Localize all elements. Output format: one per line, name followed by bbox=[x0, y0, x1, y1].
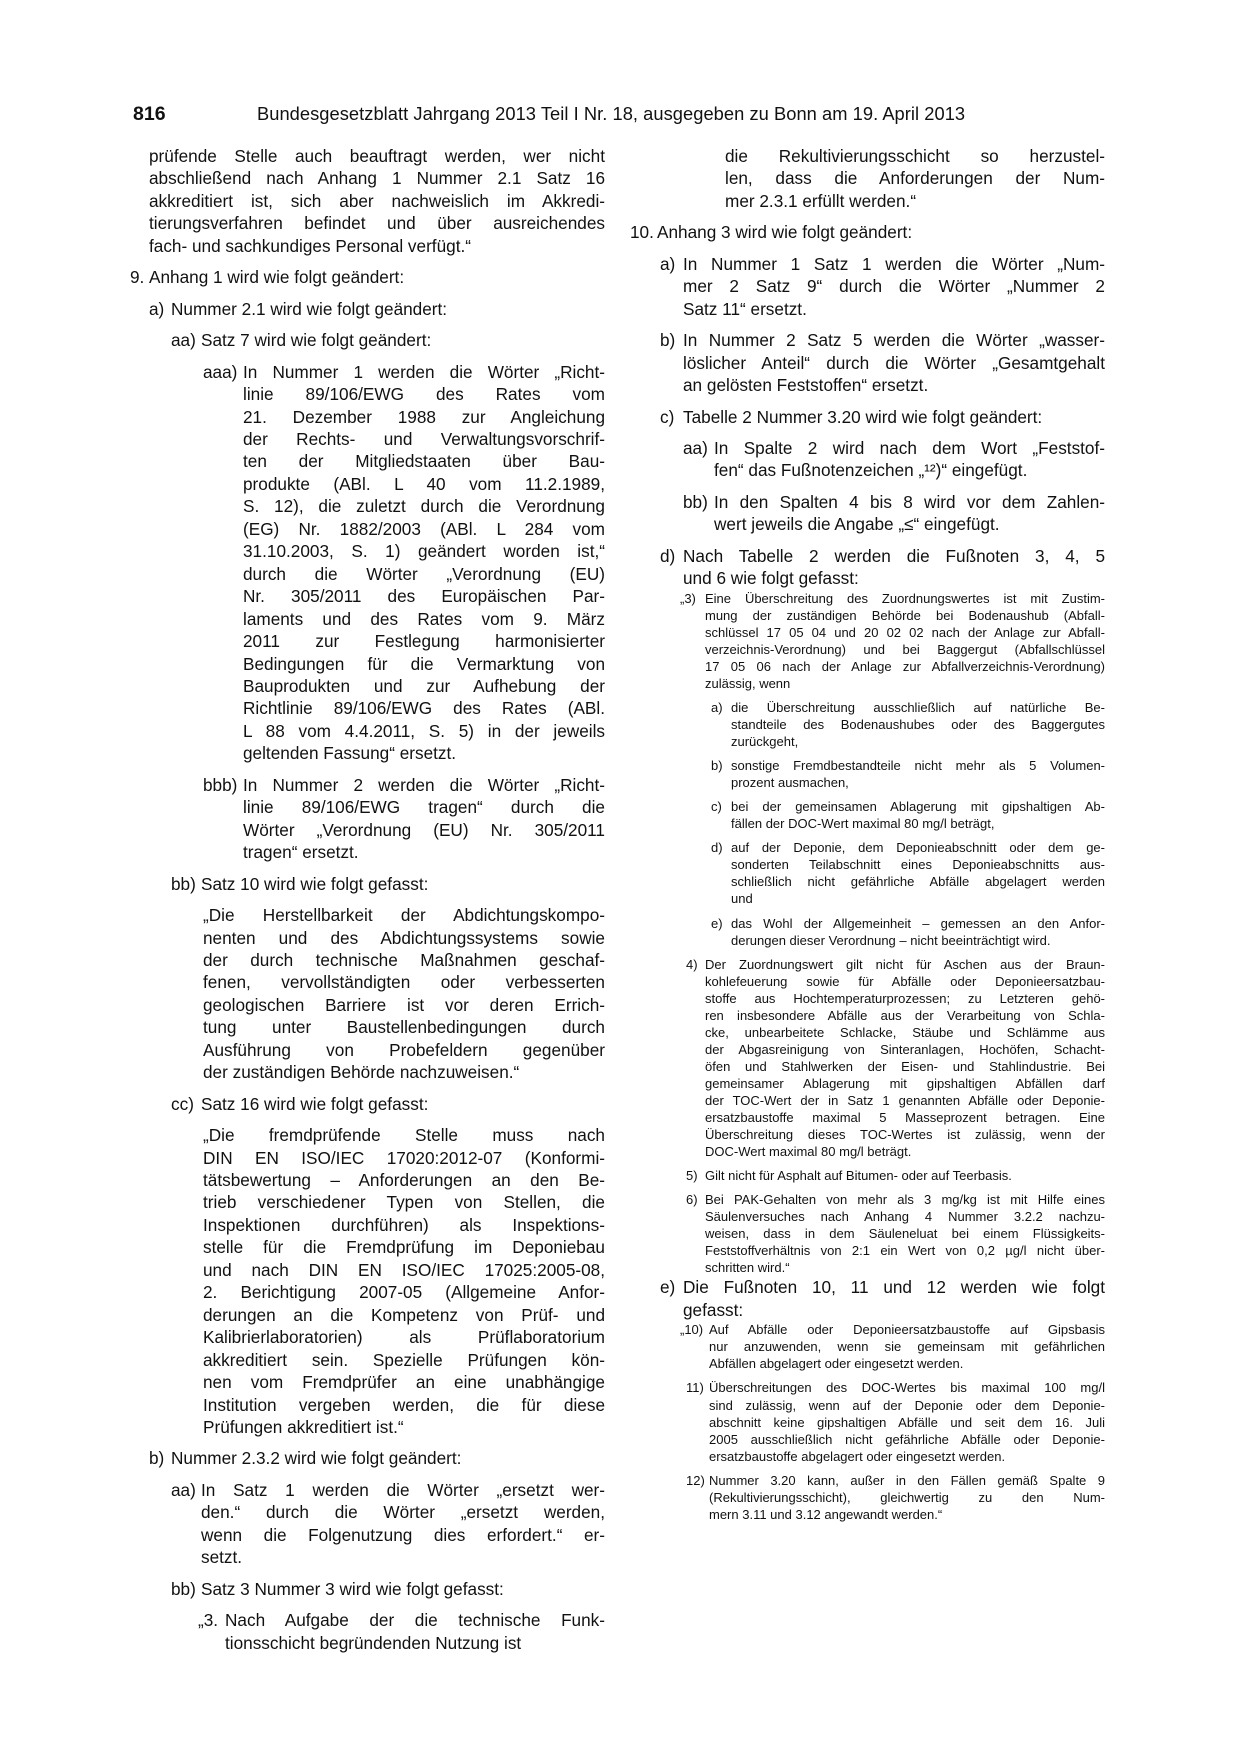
text-line: 2005 ausschließlich nicht gefährliche Abfälle oder Deponie- bbox=[709, 1431, 1105, 1447]
item-9-a-bb bbox=[133, 873, 605, 895]
text-line: (EG) Nr. 1882/2003 (ABl. L 284 vom bbox=[243, 518, 605, 539]
text-line: Der Zuordnungswert gilt nicht für Aschen aus der Braun- bbox=[705, 956, 1105, 972]
quote-satz-10 bbox=[133, 904, 605, 1084]
item-9-a-cc bbox=[133, 1093, 605, 1115]
item-9-a-text bbox=[171, 298, 605, 320]
text-line: Gilt nicht für Asphalt auf Bitumen- oder auf Teerbasis. bbox=[705, 1168, 1012, 1184]
text-line: DOC-Wert maximal 80 mg/l beträgt. bbox=[705, 1144, 912, 1160]
text-line: öfen und Stahlwerken der Eisen- und Stahlindustrie. Bei bbox=[705, 1058, 1105, 1074]
continuation-nummer-3-text bbox=[725, 145, 1105, 212]
footnote-5-label: 5) bbox=[686, 1168, 698, 1184]
footnote-6-text bbox=[705, 1191, 1105, 1276]
page-header bbox=[133, 101, 1108, 127]
text-line: zulässig, wenn bbox=[705, 675, 791, 691]
text-line: weisen, dass in dem Säuleneluat bei einem Flüssigkeits- bbox=[705, 1226, 1105, 1242]
text-line: stelle für die Fremdprüfung im Deponiebau bbox=[203, 1237, 605, 1258]
text-line: und bbox=[731, 891, 753, 907]
item-9-a-aa-aaa-label: aaa) bbox=[203, 361, 238, 382]
text-line: schritten wird.“ bbox=[705, 1260, 790, 1276]
text-line: len, dass die Anforderungen der Num- bbox=[725, 168, 1105, 189]
footnote-3-d bbox=[630, 839, 1105, 907]
item-9-a-aa bbox=[133, 329, 605, 351]
text-line: In Nummer 2 werden die Wörter „Richt- bbox=[243, 774, 605, 795]
text-line: Bedingungen für die Vermarktung von bbox=[243, 653, 605, 674]
intro-paragraph bbox=[133, 145, 605, 257]
item-9-b-aa-text bbox=[201, 1479, 605, 1569]
text-line: Eine Überschreitung des Zuordnungswertes ist mit Zustim- bbox=[705, 590, 1105, 606]
quote-nummer-3-text bbox=[225, 1609, 605, 1654]
item-10-text bbox=[657, 221, 1105, 243]
item-9-b bbox=[133, 1447, 605, 1469]
text-line: mung der zuständigen Behörde bei Bodenaushub (Abfall- bbox=[705, 607, 1105, 623]
quote-nummer-3 bbox=[133, 1609, 605, 1654]
quote-satz-16 bbox=[133, 1124, 605, 1438]
item-9-text bbox=[149, 266, 605, 288]
footnote-11 bbox=[630, 1379, 1105, 1464]
text-line: Inspektionen durchführen) als Inspektions- bbox=[203, 1214, 605, 1235]
left-column bbox=[130, 145, 605, 1654]
text-line: fach- und sachkundiges Personal verfügt.“ bbox=[149, 235, 471, 256]
text-line: das Wohl der Allgemeinheit – gemessen an den Anfor- bbox=[731, 915, 1105, 931]
text-line: In den Spalten 4 bis 8 wird vor dem Zahlen- bbox=[714, 491, 1105, 512]
item-9-a-aa-label: aa) bbox=[171, 330, 196, 351]
text-line: Säulenversuches nach Anhang 4 Nummer 3.2.2 nachzu- bbox=[705, 1209, 1105, 1225]
text-line: „Die Herstellbarkeit der Abdichtungskompo- bbox=[203, 905, 605, 926]
footnote-4-text bbox=[705, 956, 1105, 1161]
text-line: akkreditiert sein. Spezielle Prüfungen kön- bbox=[203, 1349, 605, 1370]
footnote-3-b-text bbox=[731, 757, 1105, 791]
text-line: 17 05 06 nach der Anlage zur Abfallverzeichnis-Verordnung) bbox=[705, 658, 1105, 674]
text-line: löslicher Anteil“ durch die Wörter „Gesamtgehalt bbox=[683, 352, 1105, 373]
quote-nummer-3-label: „3. bbox=[198, 1610, 219, 1631]
footnote-3-b-label: b) bbox=[711, 758, 723, 774]
footnote-3-c bbox=[630, 798, 1105, 832]
footnote-10-text bbox=[709, 1321, 1105, 1372]
item-9-a-cc-label: cc) bbox=[171, 1093, 194, 1114]
item-9-b-aa bbox=[133, 1479, 605, 1569]
text-line: Auf Abfälle oder Deponieersatzbaustoffe auf Gipsbasis bbox=[709, 1322, 1105, 1338]
text-line: Nummer 3.20 kann, außer in den Fällen gemäß Spalte 9 bbox=[709, 1472, 1105, 1488]
footnote-12-label: 12) bbox=[686, 1472, 705, 1488]
text-line: In Spalte 2 wird nach dem Wort „Feststof- bbox=[714, 437, 1105, 458]
text-line: tierungsverfahren befindet und über ausreichendes bbox=[149, 213, 605, 234]
footnote-6-label: 6) bbox=[686, 1192, 698, 1208]
item-10-a bbox=[630, 253, 1105, 320]
footnote-12 bbox=[630, 1472, 1105, 1523]
text-line: In Satz 1 werden die Wörter „ersetzt wer- bbox=[201, 1479, 605, 1500]
text-line: mer 2 Satz 9“ durch die Wörter „Nummer 2 bbox=[683, 276, 1105, 297]
footnote-4-label: 4) bbox=[686, 956, 698, 972]
text-line: prozent ausmachen, bbox=[731, 775, 849, 791]
quote-satz-10-text bbox=[203, 904, 605, 1084]
item-10-a-text bbox=[683, 253, 1105, 320]
footnote-3-label: „3) bbox=[680, 590, 696, 606]
footnote-3-text bbox=[705, 590, 1105, 692]
footnote-11-text bbox=[709, 1379, 1105, 1464]
item-9-a-aa-text bbox=[201, 329, 605, 351]
continuation-nummer-3 bbox=[630, 145, 1105, 212]
text-line: fen“ das Fußnotenzeichen „¹²)“ eingefügt. bbox=[714, 460, 1028, 481]
item-10-c-text bbox=[683, 406, 1105, 428]
item-9-a-aa-bbb bbox=[133, 774, 605, 864]
text-line: nen vom Fremdprüfer an eine unabhängige bbox=[203, 1372, 605, 1393]
text-line: geltenden Fassung“ ersetzt. bbox=[243, 743, 457, 764]
text-line: den.“ durch die Wörter „ersetzt werden, bbox=[201, 1502, 605, 1523]
item-10-c-label: c) bbox=[660, 406, 675, 427]
item-10-c bbox=[630, 406, 1105, 428]
text-line: der durch technische Maßnahmen geschaf- bbox=[203, 949, 605, 970]
text-line: Tabelle 2 Nummer 3.20 wird wie folgt geändert: bbox=[683, 406, 1043, 427]
text-line: Die Fußnoten 10, 11 und 12 werden wie folgt bbox=[683, 1277, 1105, 1298]
item-9-a bbox=[133, 298, 605, 320]
text-line: ersatzbaustoffe maximal 5 Masseprozent betragen. Eine bbox=[705, 1110, 1105, 1126]
text-line: Satz 11“ ersetzt. bbox=[683, 298, 807, 319]
text-line: tionsschicht begründenden Nutzung ist bbox=[225, 1632, 522, 1653]
text-line: und nach DIN EN ISO/IEC 17025:2005-08, bbox=[203, 1259, 605, 1280]
text-line: Satz 3 Nummer 3 wird wie folgt gefasst: bbox=[201, 1578, 504, 1599]
text-line: Nach Tabelle 2 werden die Fußnoten 3, 4, 5 bbox=[683, 545, 1105, 566]
text-line: Ausführung von Probefeldern gegenüber bbox=[203, 1039, 605, 1060]
text-line: mern 3.11 und 3.12 angewandt werden.“ bbox=[709, 1506, 943, 1522]
text-line: produkte (ABl. L 40 vom 11.2.1989, bbox=[243, 473, 605, 494]
text-line: kohlefeuerung sowie für Abfälle oder Deponieersatzbau- bbox=[705, 973, 1105, 989]
item-9 bbox=[130, 266, 605, 288]
text-line: sonderten Teilabschnitt eines Deponieabschnitts aus- bbox=[731, 857, 1105, 873]
text-line: akkreditiert ist, sich aber nachweislich im Akkredi- bbox=[149, 190, 605, 211]
text-line: der Abgasreinigung von Sinteranlagen, Hochöfen, Schacht- bbox=[705, 1041, 1105, 1057]
text-line: verzeichnis-Verordnung) und bei Baggergut (Abfallschlüssel bbox=[705, 641, 1105, 657]
text-line: gemeinsamer Ablagerung mit gipshaltigen Abfällen darf bbox=[705, 1075, 1105, 1091]
text-line: der zuständigen Behörde nachzuweisen.“ bbox=[203, 1062, 520, 1083]
text-line: durch die Wörter „Verordnung (EU) bbox=[243, 563, 605, 584]
text-line: Überschreitung dieses TOC-Wertes ist zulässig, wenn der bbox=[705, 1127, 1105, 1143]
right-column bbox=[630, 145, 1105, 1523]
text-line: trieb verschiedener Typen von Stellen, die bbox=[203, 1192, 605, 1213]
text-line: Feststoffverhältnis von 2:1 ein Wert von 0,2 µg/l nicht über- bbox=[705, 1243, 1105, 1259]
item-9-b-bb-text bbox=[201, 1578, 605, 1600]
text-line: der Rechts- und Verwaltungsvorschrif- bbox=[243, 428, 605, 449]
item-10-c-aa-text bbox=[714, 437, 1105, 482]
text-line: sonstige Fremdbestandteile nicht mehr als 5 Volumen- bbox=[731, 758, 1105, 774]
footnote-3-c-label: c) bbox=[711, 799, 722, 815]
text-line: ersatzbaustoffe abgelagert oder eingesetzt werden. bbox=[709, 1448, 1006, 1464]
item-10-b-text bbox=[683, 329, 1105, 396]
footnote-6 bbox=[630, 1191, 1105, 1276]
footnote-3-a-label: a) bbox=[711, 699, 723, 715]
item-10-e bbox=[630, 1276, 1105, 1321]
item-10-d bbox=[630, 545, 1105, 590]
text-line: standteile des Bodenaushubes oder des Baggergutes bbox=[731, 717, 1105, 733]
text-line: Nummer 2.3.2 wird wie folgt geändert: bbox=[171, 1448, 462, 1469]
footnote-3-b bbox=[630, 757, 1105, 791]
item-9-b-label: b) bbox=[149, 1448, 165, 1469]
item-10-c-aa-label: aa) bbox=[683, 437, 708, 458]
text-line: 2. Berichtigung 2007-05 (Allgemeine Anfor- bbox=[203, 1282, 605, 1303]
text-line: derungen an die Kompetenz von Prüf- und bbox=[203, 1304, 605, 1325]
footnote-3-a-text bbox=[731, 699, 1105, 750]
item-10-d-label: d) bbox=[660, 545, 676, 566]
footnote-3-e-text bbox=[731, 915, 1105, 949]
item-10-a-label: a) bbox=[660, 253, 676, 274]
text-line: der TOC-Wert der in Satz 1 genannten Abfälle oder Deponie- bbox=[705, 1092, 1105, 1108]
text-line: nenten und des Abdichtungssystems sowie bbox=[203, 927, 605, 948]
item-10-c-bb bbox=[630, 491, 1105, 536]
footnote-3-d-text bbox=[731, 839, 1105, 907]
text-line: Richtlinie 89/106/EWG des Rates (ABl. bbox=[243, 698, 605, 719]
text-line: linie 89/106/EWG tragen“ durch die bbox=[243, 797, 605, 818]
text-line: Satz 10 wird wie folgt gefasst: bbox=[201, 873, 429, 894]
text-line: die Überschreitung ausschließlich auf natürliche Be- bbox=[731, 699, 1105, 715]
item-10-label: 10. bbox=[630, 222, 654, 243]
item-10-c-aa bbox=[630, 437, 1105, 482]
text-line: tätsbewertung – Anforderungen an den Be- bbox=[203, 1170, 605, 1191]
footnote-5-text bbox=[705, 1167, 1105, 1184]
text-line: schließlich nicht gefährliche Abfälle abgelagert werden bbox=[731, 874, 1105, 890]
text-line: schlüssel 17 05 04 und 20 02 02 nach der Anlage zur Abfall- bbox=[705, 624, 1105, 640]
footnote-3-e-label: e) bbox=[711, 915, 723, 931]
item-9-b-text bbox=[171, 1447, 605, 1469]
item-10-e-text bbox=[683, 1276, 1105, 1321]
text-line: tragen“ ersetzt. bbox=[243, 842, 359, 863]
footnote-3-d-label: d) bbox=[711, 840, 723, 856]
text-line: Überschreitungen des DOC-Wertes bis maximal 100 mg/l bbox=[709, 1380, 1105, 1396]
text-line: wenn die Folgenutzung dies erfordert.“ er- bbox=[201, 1524, 605, 1545]
footnotes-block-d bbox=[630, 590, 1105, 1277]
footnote-5 bbox=[630, 1167, 1105, 1184]
text-line: stoffe aus Hochtemperaturprozessen; zu Letzteren gehö- bbox=[705, 990, 1105, 1006]
text-line: (Rekultivierungsschicht), gleichwertig zu den Num- bbox=[709, 1489, 1105, 1505]
footnote-11-label: 11) bbox=[686, 1380, 704, 1396]
page-number: 816 bbox=[133, 103, 166, 125]
text-line: fenen, vervollständigten oder verbesserten bbox=[203, 972, 605, 993]
text-line: Institution vergeben werden, die für diese bbox=[203, 1394, 605, 1415]
text-line: nur anzuwenden, wenn sie gemeinsam mit gefährlichen bbox=[709, 1339, 1105, 1355]
item-9-a-aa-bbb-label: bbb) bbox=[203, 774, 238, 795]
footnote-3-c-text bbox=[731, 798, 1105, 832]
text-line: linie 89/106/EWG des Rates vom bbox=[243, 384, 605, 405]
intro-paragraph-text bbox=[149, 145, 605, 257]
text-line: In Nummer 2 Satz 5 werden die Wörter „wasser- bbox=[683, 330, 1105, 351]
text-line: Anhang 3 wird wie folgt geändert: bbox=[657, 222, 913, 243]
text-line: Nummer 2.1 wird wie folgt geändert: bbox=[171, 298, 448, 319]
text-line: und 6 wie folgt gefasst: bbox=[683, 568, 859, 589]
item-9-label: 9. bbox=[130, 267, 145, 288]
text-line: S. 12), die zuletzt durch die Verordnung bbox=[243, 496, 605, 517]
item-9-a-label: a) bbox=[149, 298, 165, 319]
text-line: In Nummer 1 werden die Wörter „Richt- bbox=[243, 361, 605, 382]
text-line: Wörter „Verordnung (EU) Nr. 305/2011 bbox=[243, 819, 605, 840]
text-line: die Rekultivierungsschicht so herzustel- bbox=[725, 146, 1105, 166]
item-9-b-aa-label: aa) bbox=[171, 1479, 196, 1500]
text-line: ten der Mitgliedstaaten über Bau- bbox=[243, 451, 605, 472]
running-head: Bundesgesetzblatt Jahrgang 2013 Teil I Nr. 18, ausgegeben zu Bonn am 19. April 2013 bbox=[257, 103, 966, 124]
item-10-e-label: e) bbox=[660, 1277, 676, 1298]
text-line: DIN EN ISO/IEC 17020:2012-07 (Konformi- bbox=[203, 1147, 605, 1168]
footnote-3-e bbox=[630, 915, 1105, 949]
text-line: 2011 zur Festlegung harmonisierter bbox=[243, 631, 605, 652]
item-10 bbox=[630, 221, 1105, 243]
item-9-a-aa-bbb-text bbox=[243, 774, 605, 864]
quote-satz-16-text bbox=[203, 1124, 605, 1438]
text-line: Satz 7 wird wie folgt geändert: bbox=[201, 330, 432, 351]
footnote-3-a bbox=[630, 699, 1105, 750]
text-line: Nach Aufgabe der die technische Funk- bbox=[225, 1610, 605, 1631]
item-9-a-bb-label: bb) bbox=[171, 873, 196, 894]
text-line: 21. Dezember 1988 zur Angleichung bbox=[243, 406, 605, 427]
text-line: zurückgeht, bbox=[731, 734, 799, 750]
item-9-a-cc-text bbox=[201, 1093, 605, 1115]
footnote-10-label: „10) bbox=[680, 1322, 704, 1338]
text-line: setzt. bbox=[201, 1547, 243, 1568]
text-line: Prüfungen akkreditiert ist.“ bbox=[203, 1417, 404, 1438]
text-line: mer 2.3.1 erfüllt werden.“ bbox=[725, 190, 917, 211]
text-line: abschnitt keine gipshaltigen Abfälle und seit dem 16. Juli bbox=[709, 1414, 1105, 1430]
text-line: abschließend nach Anhang 1 Nummer 2.1 Satz 16 bbox=[149, 168, 605, 189]
item-10-b-label: b) bbox=[660, 330, 676, 351]
text-line: L 88 vom 4.4.2011, S. 5) in der jeweils bbox=[243, 720, 605, 741]
text-line: auf der Deponie, dem Deponieabschnitt oder dem ge- bbox=[731, 840, 1105, 856]
item-10-b bbox=[630, 329, 1105, 396]
text-line: „Die fremdprüfende Stelle muss nach bbox=[203, 1125, 605, 1146]
text-line: Anhang 1 wird wie folgt geändert: bbox=[149, 267, 405, 288]
text-line: fällen der DOC-Wert maximal 80 mg/l beträgt, bbox=[731, 816, 995, 832]
footnote-12-text bbox=[709, 1472, 1105, 1523]
text-line: Bauprodukten und zur Aufhebung der bbox=[243, 675, 605, 696]
item-9-b-bb bbox=[133, 1578, 605, 1600]
text-line: derungen dieser Verordnung – nicht beeinträchtigt wird. bbox=[731, 932, 1051, 948]
text-line: sind zulässig, wenn auf der Deponie oder dem Deponie- bbox=[709, 1397, 1105, 1413]
text-line: Nr. 305/2011 des Europäischen Par- bbox=[243, 586, 605, 607]
footnotes-block-e bbox=[630, 1321, 1105, 1523]
text-line: tung unter Baustellenbedingungen durch bbox=[203, 1017, 605, 1038]
footnote-4 bbox=[630, 956, 1105, 1161]
item-10-d-text bbox=[683, 545, 1105, 590]
item-9-a-aa-aaa bbox=[133, 361, 605, 765]
footnote-3 bbox=[630, 590, 1105, 692]
text-line: cke, unbearbeitete Schlacke, Stäube und Schlämme aus bbox=[705, 1024, 1105, 1040]
text-line: Abfällen abgelagert oder eingesetzt werden. bbox=[709, 1356, 964, 1372]
text-line: In Nummer 1 Satz 1 werden die Wörter „Num- bbox=[683, 253, 1105, 274]
item-10-c-bb-label: bb) bbox=[683, 491, 708, 512]
text-line: prüfende Stelle auch beauftragt werden, wer nicht bbox=[149, 146, 605, 166]
text-line: Kalibrierlaboratorien) als Prüflaboratorium bbox=[203, 1327, 605, 1348]
text-line: ren insbesondere Abfälle aus der Verarbeitung von Schla- bbox=[705, 1007, 1105, 1023]
text-line: wert jeweils die Angabe „≤“ eingefügt. bbox=[714, 514, 1000, 535]
text-line: bei der gemeinsamen Ablagerung mit gipshaltigen Ab- bbox=[731, 799, 1105, 815]
text-line: geologischen Barriere ist vor deren Errich- bbox=[203, 994, 605, 1015]
item-9-a-aa-aaa-text bbox=[243, 361, 605, 765]
item-10-c-bb-text bbox=[714, 491, 1105, 536]
text-line: Satz 16 wird wie folgt gefasst: bbox=[201, 1093, 429, 1114]
footnote-10 bbox=[630, 1321, 1105, 1372]
item-9-a-bb-text bbox=[201, 873, 605, 895]
text-line: Bei PAK-Gehalten von mehr als 3 mg/kg ist mit Hilfe eines bbox=[705, 1192, 1105, 1208]
text-line: an gelösten Feststoffen“ ersetzt. bbox=[683, 375, 929, 396]
text-line: laments und des Rates vom 9. März bbox=[243, 608, 605, 629]
text-line: 31.10.2003, S. 1) geändert worden ist,“ bbox=[243, 541, 605, 562]
text-line: gefasst: bbox=[683, 1299, 744, 1320]
item-9-b-bb-label: bb) bbox=[171, 1578, 196, 1599]
